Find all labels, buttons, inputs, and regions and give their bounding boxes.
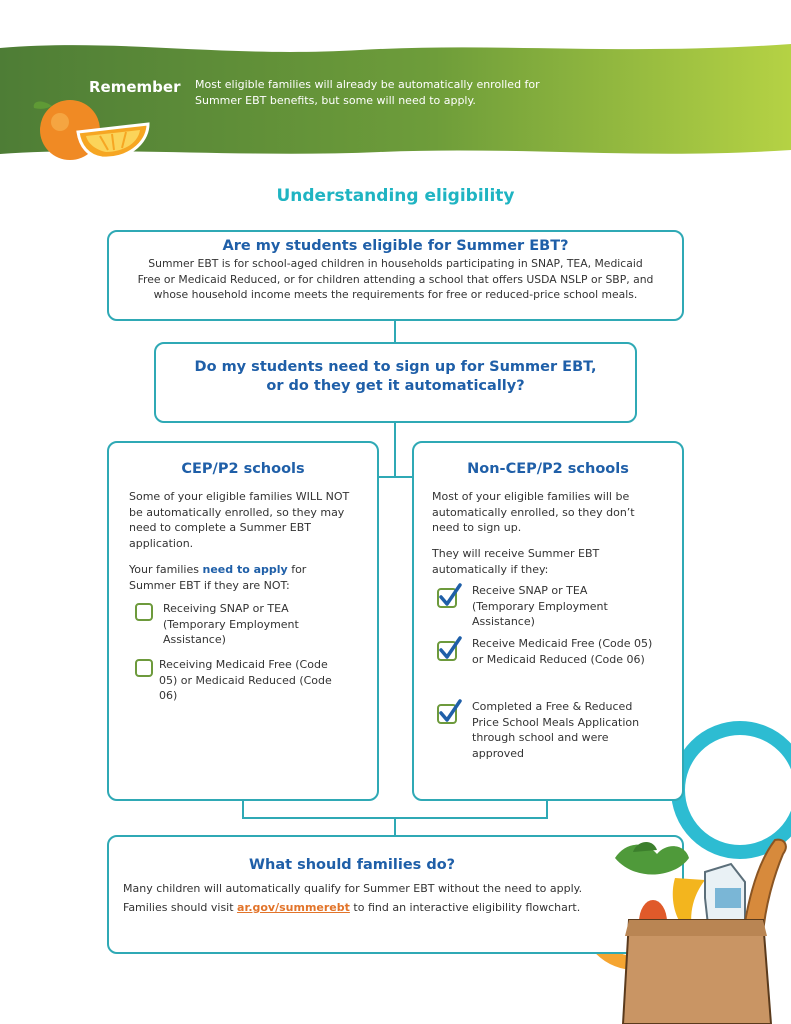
checked-checkbox-icon	[436, 636, 462, 662]
non-cep-para2: They will receive Summer EBT automatically if they:	[432, 547, 600, 576]
cep-item-2-text: Receiving Medicaid Free (Code 05) or Medicaid Reduced (Code 06)	[159, 658, 332, 702]
remember-title: Remember	[89, 78, 181, 96]
summer-ebt-link[interactable]: ar.gov/summerebt	[237, 901, 350, 914]
cep-item-2	[135, 657, 350, 704]
non-cep-item-1	[436, 583, 666, 630]
remember-banner	[0, 0, 791, 170]
section-title: Understanding eligibility	[276, 186, 515, 206]
non-cep-item-3-text: Completed a Free & Reduced Price School Meals Application through school and were approved	[472, 700, 640, 760]
eligibility-question: Are my students eligible for Summer EBT?	[222, 238, 569, 254]
what-should-families-do-box	[107, 835, 684, 954]
final-text	[123, 879, 583, 917]
grocery-bag-icon	[605, 838, 791, 1024]
final-text-post: to find an interactive eligibility flowchart.	[349, 901, 581, 914]
final-text-pre: Many children will automatically qualify for Summer EBT without the need to apply. Families should visit	[123, 882, 583, 914]
non-cep-para1: Most of your eligible families will be automatically enrolled, so they don’t need to sign up.	[432, 490, 635, 534]
final-question: What should families do?	[249, 857, 456, 873]
cep-para2-emph: need to apply	[202, 563, 288, 576]
empty-checkbox-icon	[135, 659, 153, 677]
non-cep-schools-box	[412, 441, 684, 801]
non-cep-item-3	[436, 699, 666, 761]
remember-text: Most eligible families will already be automatically enrolled for Summer EBT benefits, but some will need to apply.	[195, 78, 540, 107]
eligibility-text: Summer EBT is for school-aged children in households participating in SNAP, TEA, Medicaid Free or Medicaid Reduced, or for children attending a school that offers USDA NSLP or SBP, and whose household income meets the requirements for free or reduced-price school meals.	[137, 257, 654, 301]
cep-para2-post: for Summer EBT if they are NOT:	[129, 563, 307, 592]
non-cep-item-2	[436, 636, 666, 667]
checked-checkbox-icon	[436, 583, 462, 609]
cep-heading: CEP/P2 schools	[181, 461, 305, 477]
cep-item-1-text: Receiving SNAP or TEA (Temporary Employment Assistance)	[163, 602, 299, 646]
non-cep-item-2-text: Receive Medicaid Free (Code 05) or Medicaid Reduced (Code 06)	[472, 637, 653, 666]
cep-para2	[129, 562, 339, 593]
cep-schools-box	[107, 441, 379, 801]
cep-para1: Some of your eligible families WILL NOT be automatically enrolled, so they may need to complete a Summer EBT application.	[129, 490, 350, 550]
decorative-teal-ring	[678, 728, 791, 852]
eligibility-question-box	[107, 230, 684, 321]
empty-checkbox-icon	[135, 603, 153, 621]
signup-question-box	[154, 342, 637, 423]
cep-para2-pre: Your families	[129, 563, 203, 576]
non-cep-heading: Non-CEP/P2 schools	[467, 461, 629, 477]
non-cep-item-1-text: Receive SNAP or TEA (Temporary Employment Assistance)	[472, 584, 608, 628]
orange-fruit-icon	[30, 92, 155, 162]
signup-question-line2: or do they get it automatically?	[266, 378, 525, 394]
signup-question-line1: Do my students need to sign up for Summer EBT,	[194, 359, 597, 375]
checked-checkbox-icon	[436, 699, 462, 725]
cep-item-1	[135, 601, 335, 648]
